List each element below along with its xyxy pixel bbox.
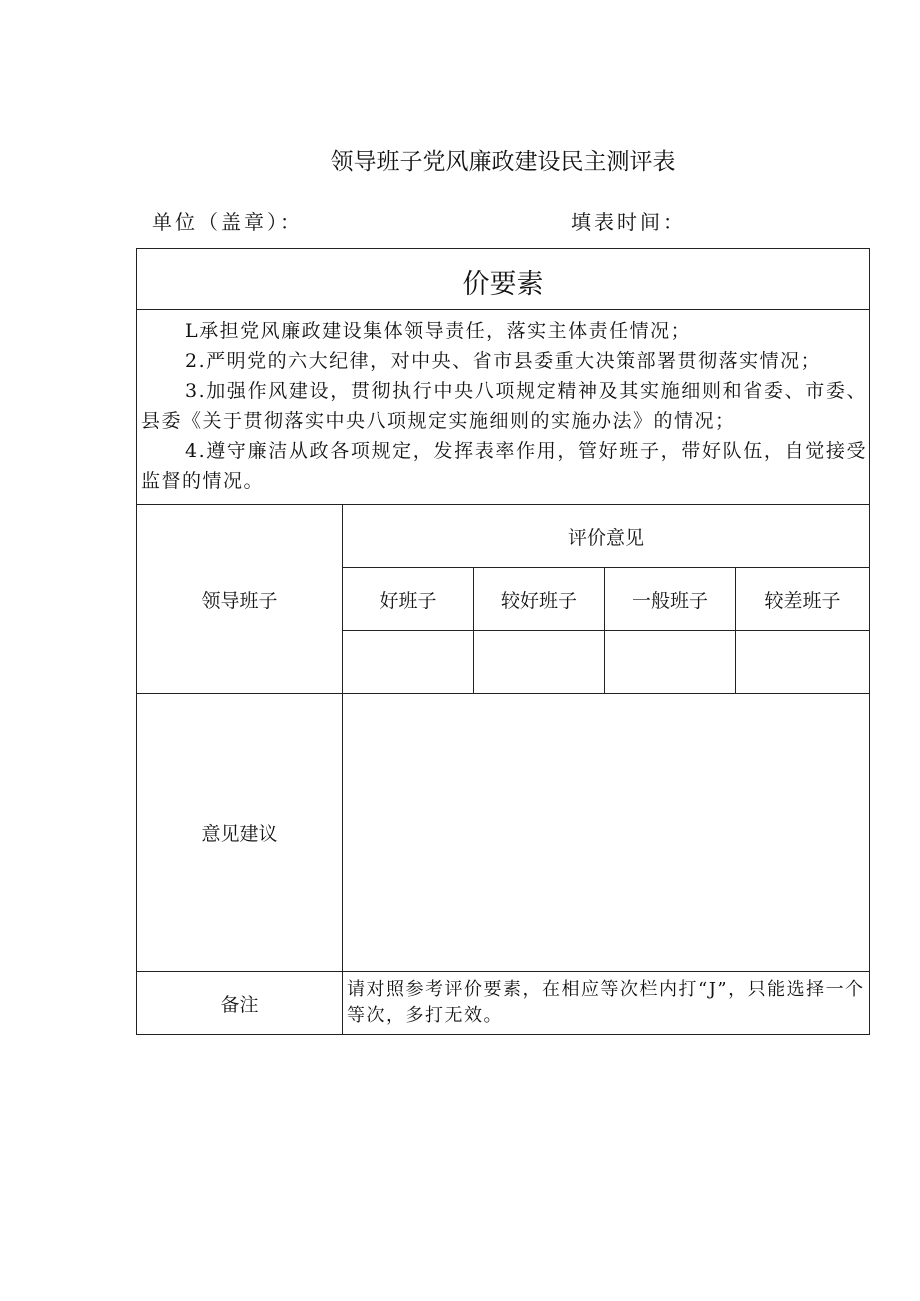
option-fairly-good: 较好班子 [474, 568, 605, 631]
elements-header: 价要素 [137, 249, 870, 310]
option-good: 好班子 [343, 568, 474, 631]
fill-date-label: 填表时间： [571, 210, 686, 234]
evaluation-form-table [136, 248, 870, 1035]
page-title: 领导班子党风廉政建设民主测评表 [330, 149, 676, 175]
evaluation-header: 评价意见 [343, 505, 870, 568]
mark-cell-average[interactable] [605, 631, 736, 694]
elements-list [137, 310, 870, 505]
suggestions-field[interactable] [343, 694, 870, 972]
mark-cell-good[interactable] [343, 631, 474, 694]
leadership-label: 领导班子 [137, 505, 343, 694]
mark-cell-poor[interactable] [736, 631, 870, 694]
option-poor: 较差班子 [736, 568, 870, 631]
unit-label: 单位（盖章）： [152, 210, 303, 234]
element-item-3: 3.加强作风建设，贯彻执行中央八项规定精神及其实施细则和省委、市委、县委《关于贯彻落实中央八项规定实施细则的实施办法》的情况； [141, 380, 868, 432]
element-item-2: 2.严明党的六大纪律，对中央、省市县委重大决策部署贯彻落实情况； [185, 350, 822, 372]
suggestions-label: 意见建议 [137, 694, 343, 972]
remarks-label: 备注 [137, 972, 343, 1035]
remarks-note: 请对照参考评价要素，在相应等次栏内打“J”，只能选择一个等次，多打无效。 [343, 972, 870, 1035]
option-average: 一般班子 [605, 568, 736, 631]
mark-cell-fairly-good[interactable] [474, 631, 605, 694]
element-item-4: 4.遵守廉洁从政各项规定，发挥表率作用，管好班子，带好队伍，自觉接受监督的情况。 [141, 440, 868, 492]
element-item-1: L承担党风廉政建设集体领导责任，落实主体责任情况； [185, 320, 692, 342]
